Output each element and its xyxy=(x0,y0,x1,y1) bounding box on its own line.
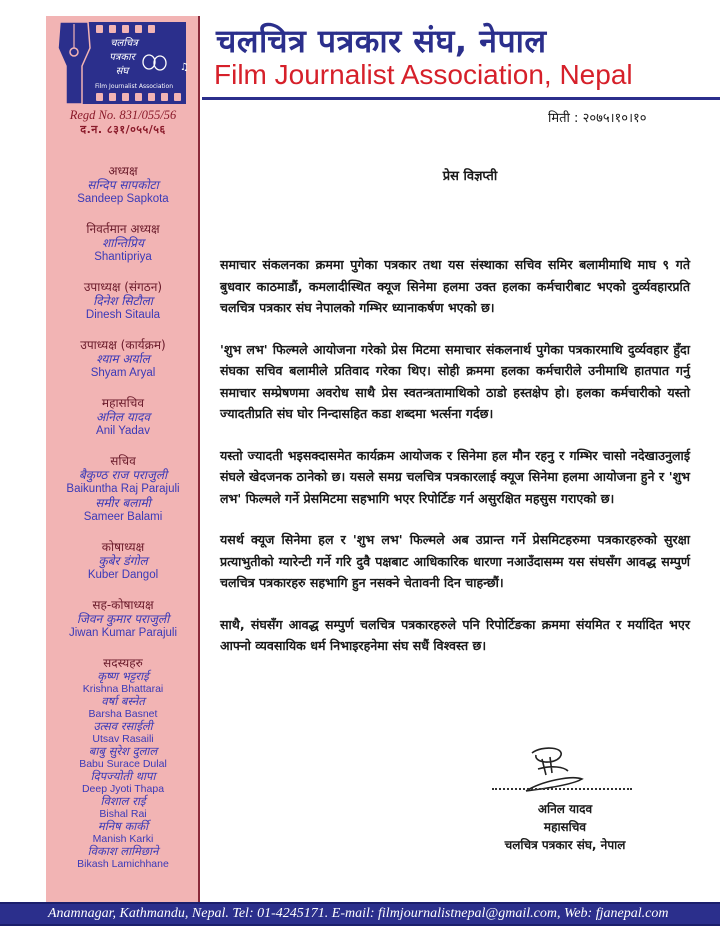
member-name-np: विशाल राई xyxy=(100,794,146,808)
org-name-nepali: चलचित्र पत्रकार संघ, नेपाल xyxy=(216,22,547,60)
secretary-name-en: Sameer Balami xyxy=(83,511,163,523)
sidebar xyxy=(46,16,200,902)
secretary-name-np: समीर बलामी xyxy=(95,496,151,510)
registration-number: Regd No. 831/055/56 xyxy=(69,108,177,122)
officer-name-en: Anil Yadav xyxy=(96,425,150,437)
officer-entry xyxy=(46,222,200,264)
officer-role: अध्यक्ष xyxy=(108,164,138,178)
member-name-en: Deep Jyoti Thapa xyxy=(81,783,165,795)
header-divider xyxy=(202,97,720,100)
signatory-block xyxy=(470,800,660,854)
treasurer-name-en: Jiwan Kumar Parajuli xyxy=(68,627,177,639)
officer-name-np: अनिल यादव xyxy=(96,410,150,424)
org-name-english: Film Journalist Association, Nepal xyxy=(214,59,633,90)
officer-role: महासचिव xyxy=(101,396,145,410)
treasurer-name-np: जिवन कुमार पराजुली xyxy=(76,612,170,626)
association-logo xyxy=(56,22,190,104)
treasurer-role: सह-कोषाध्यक्ष xyxy=(92,598,154,612)
registration-number-np: द.न. ८३१/०५५/५६ xyxy=(80,123,166,136)
logo-text-en: Film Journalist Association xyxy=(94,83,174,90)
officer-name-np: सन्दिप सापकोटा xyxy=(87,178,159,192)
paragraph: साथै, संघसँग आवद्ध सम्पुर्ण चलचित्र पत्रकारहरुले पनि रिपोर्टिङका क्रममा संयमित र मर्यादित भएर आफ्नो व्यवसायिक धर्म निभाइरहनेमा संघ सधैं विश्वस्त छ। xyxy=(220,616,690,653)
date-value: २०७५।१०।१० xyxy=(582,111,647,126)
member-name-np: मनिष कार्की xyxy=(97,819,149,833)
paragraph: यस्तो ज्यादती भइसक्दासमेत कार्यक्रम आयोजक र सिनेमा हल मौन रहनु र गम्भिर चासो नदेखाउनुलाई संघले खेदजनक ठानेको छ। यसले समग्र चलचित्र पत्रकारलाई क्यूज सिनेमा हलमा आयोजना हुने र 'शुभ लभ' फिल्मले गर्ने प्रेसमिटमा सहभागि भएर रिपोर्टिङ गर्न असुरक्षित महसुस गराएको छ। xyxy=(220,447,690,506)
member-name-np: दिपज्योती थापा xyxy=(90,769,156,783)
document-body xyxy=(220,254,690,677)
member-name-en: Utsav Rasaili xyxy=(92,733,154,745)
officer-role: उपाध्यक्ष (कार्यक्रम) xyxy=(80,338,166,352)
member-name-np: उत्सव रसाईली xyxy=(93,719,153,733)
footer-contact: Anamnagar, Kathmandu, Nepal. Tel: 01-4245171. E-mail: filmjournalistnepal@gmail.com, Web: fjanepal.com xyxy=(48,906,669,921)
date-label: मिती : xyxy=(548,111,579,126)
treasurer-entry xyxy=(46,540,200,582)
logo-text-line-1: चलचित्र xyxy=(110,38,138,49)
officer-entry xyxy=(46,280,200,322)
signatory-title: महासचिव xyxy=(543,820,587,834)
officer-name-np: श्याम अर्याल xyxy=(96,352,150,366)
treasurer-name-np: कुबेर डंगोल xyxy=(98,554,148,568)
paragraph: 'शुभ लभ' फिल्मले आयोजना गरेको प्रेस मिटमा समाचार संकलनार्थ पुगेका पत्रकारमाथि दुर्व्यवहार हुँदा संघका सचिव बलामीले प्रतिवाद गरेका थिए। सोही क्रममा हलका कर्मचारीले उनीमाथि हातपात गर्नु समाचार सम्प्रेषणमा अवरोध साथै प्रेस स्वतन्त्रतामाथिको ठाडो हस्तक्षेप हो। हलका कर्मचारीको यस्तो ज्यादतीप्रति संघ घोर निन्दासहित कडा शब्दमा भर्त्सना गर्दछ। xyxy=(220,341,690,421)
member-name-np: कृष्ण भट्टराई xyxy=(97,669,149,683)
date-line xyxy=(548,108,647,126)
members-label: सदस्यहरु xyxy=(103,656,143,670)
officer-entry xyxy=(46,164,200,206)
officer-name-en: Shyam Aryal xyxy=(90,367,156,379)
officer-role: उपाध्यक्ष (संगठन) xyxy=(83,280,163,294)
treasurer-role: कोषाध्यक्ष xyxy=(101,540,145,554)
signatory-organization: चलचित्र पत्रकार संघ, नेपाल xyxy=(504,838,626,852)
officer-list xyxy=(46,164,200,870)
secretary-name-np: बैकुण्ठ राज पराजुली xyxy=(78,468,168,482)
member-name-np: बाबु सुरेश दुलाल xyxy=(88,744,158,758)
treasurer-name-en: Kuber Dangol xyxy=(87,569,159,581)
officer-entry xyxy=(46,338,200,380)
member-name-en: Krishna Bhattarai xyxy=(82,683,164,695)
officer-name-en: Dinesh Sitaula xyxy=(85,309,161,321)
member-name-en: Manish Karki xyxy=(92,833,154,845)
officer-entry xyxy=(46,396,200,438)
secretary-role: सचिव xyxy=(110,454,136,468)
members-list xyxy=(46,656,200,870)
member-name-en: Bishal Rai xyxy=(99,808,147,820)
member-name-np: विकाश लामिछाने xyxy=(87,844,159,858)
paragraph: यसर्थ क्यूज सिनेमा हल र 'शुभ लभ' फिल्मले अब उप्रान्त गर्ने प्रेसमिटहरुमा पत्रकारहरुको सुरक्षा प्रत्याभुतीको ग्यारेन्टी गर्ने गरि दुवै पक्षबाट आधिकारिक धारणा नआउँदासम्म यस संघसँग आवद्ध सम्पुर्ण चलचित्र पत्रकारहरु सहभागि हुन नसक्ने चेतावनी दिन चाहन्छौं। xyxy=(220,532,690,590)
signatory-name: अनिल यादव xyxy=(537,802,593,816)
logo-text-line-2: पत्रकार xyxy=(109,52,135,63)
officer-name-en: Sandeep Sapkota xyxy=(77,193,169,205)
secretary-name-en: Baikuntha Raj Parajuli xyxy=(66,483,180,495)
treasurer-entry xyxy=(46,598,200,640)
music-note-icon: ♫ xyxy=(180,62,189,73)
film-strip-icon xyxy=(78,22,186,104)
footer-bar xyxy=(0,902,720,926)
member-name-en: Bikash Lamichhane xyxy=(77,858,169,870)
member-name-np: वर्षा बस्नेत xyxy=(101,694,145,708)
document-title: प्रेस विज्ञप्ती xyxy=(442,169,498,184)
member-name-en: Barsha Basnet xyxy=(88,708,158,720)
paragraph: समाचार संकलनका क्रममा पुगेका पत्रकार तथा यस संस्थाका सचिव समिर बलामीमाथि माघ ९ गते बुधवार काठमाडौं, कमलादीस्थित क्यूज सिनेमा हलमा उक्त हलका कर्मचारीबाट भएको दुर्व्यवहारप्रति चलचित्र पत्रकार संघ नेपालको गम्भिर ध्यानाकर्षण भएको छ। xyxy=(220,257,690,315)
secretary-entry xyxy=(46,454,200,524)
officer-name-np: दिनेश सिटौला xyxy=(93,294,153,308)
officer-role: निवर्तमान अध्यक्ष xyxy=(86,222,160,236)
member-name-en: Babu Surace Dulal xyxy=(79,758,167,770)
officer-name-en: Shantipriya xyxy=(94,251,152,263)
signature-line xyxy=(492,788,632,790)
logo-text-line-3: संघ xyxy=(115,66,129,77)
officer-name-np: शान्तिप्रिय xyxy=(102,236,144,250)
